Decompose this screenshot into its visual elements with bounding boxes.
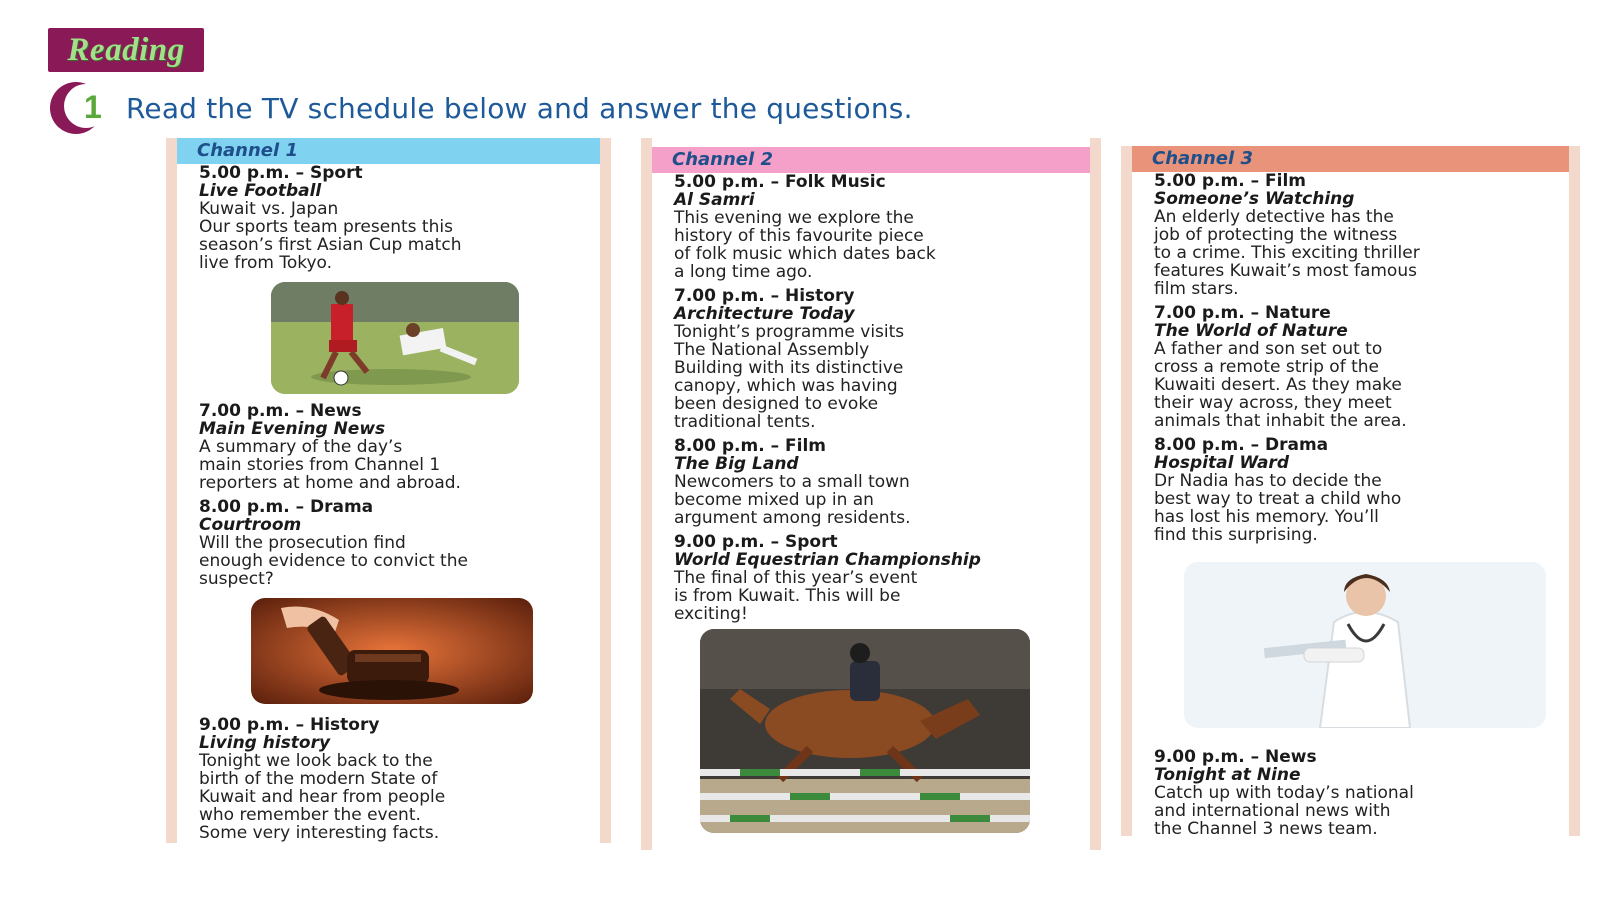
programme-description: A father and son set out to cross a remote strip of the Kuwaiti desert. As they make their way across, they meet animals that inhabit the area. <box>1154 339 1407 431</box>
programme <box>1154 748 1563 838</box>
programme <box>1154 172 1563 298</box>
programme-time: 5.00 p.m. – Folk Music <box>674 172 886 192</box>
programme-description: Dr Nadia has to decide the best way to treat a child who has lost his memory. You’ll find this surprising. <box>1154 471 1402 545</box>
programme-time: 8.00 p.m. – Drama <box>1154 435 1329 455</box>
programme-time: 5.00 p.m. – Film <box>1154 171 1306 191</box>
programme-title: Al Samri <box>674 190 755 210</box>
programme <box>1154 304 1563 430</box>
programme-description: Tonight we look back to the birth of the modern State of Kuwait and hear from people who remember the event. Some very interesting facts. <box>199 751 446 843</box>
programme-title: Living history <box>199 733 331 753</box>
programme-title: The Big Land <box>674 454 799 474</box>
programme-description: Will the prosecution find enough evidence to convict the suspect? <box>199 533 468 589</box>
programme-time: 8.00 p.m. – Drama <box>199 497 374 517</box>
programme-time: 7.00 p.m. – News <box>199 401 362 421</box>
programme <box>199 716 594 842</box>
programme-title: The World of Nature <box>1154 321 1348 341</box>
programme <box>674 173 1084 281</box>
programme <box>674 437 1084 527</box>
channel-3-header: Channel 3 <box>1132 146 1569 172</box>
reading-badge: Reading <box>48 28 204 72</box>
football-photo <box>271 282 519 394</box>
programme-description: Newcomers to a small town become mixed up in an argument among residents. <box>674 472 911 528</box>
programme-title: Courtroom <box>199 515 302 535</box>
programme <box>199 164 594 272</box>
programme <box>674 533 1084 623</box>
equestrian-photo <box>700 629 1030 833</box>
programme-title: Someone’s Watching <box>1154 189 1355 209</box>
gavel-photo <box>251 598 533 704</box>
programme-description: A summary of the day’s main stories from Channel 1 reporters at home and abroad. <box>199 437 461 493</box>
channel-3-column <box>1121 146 1580 839</box>
channel-2-header: Channel 2 <box>652 147 1090 173</box>
exercise-number-icon <box>46 80 110 136</box>
programme-title: Hospital Ward <box>1154 453 1289 473</box>
programme-time: 9.00 p.m. – History <box>199 715 380 735</box>
programme <box>674 287 1084 431</box>
programme <box>1154 436 1563 544</box>
instruction-text: Read the TV schedule below and answer the questions. <box>126 91 913 125</box>
programme-time: 7.00 p.m. – History <box>674 286 855 306</box>
programme-title: Live Football <box>199 181 322 201</box>
programme-description: The final of this year’s event is from Kuwait. This will be exciting! <box>674 568 918 624</box>
programme-time: 7.00 p.m. – Nature <box>1154 303 1331 323</box>
programme-description: Kuwait vs. Japan Our sports team presents this season’s first Asian Cup match live from Tokyo. <box>199 199 462 273</box>
channel-1-header: Channel 1 <box>177 138 600 164</box>
programme-time: 9.00 p.m. – News <box>1154 747 1317 767</box>
exercise-number: 1 <box>84 89 102 125</box>
programme-description: Tonight’s programme visits The National Assembly Building with its distinctive canopy, which was having been designed to evoke traditional tents. <box>674 322 905 432</box>
programme-time: 5.00 p.m. – Sport <box>199 163 363 183</box>
programme-time: 8.00 p.m. – Film <box>674 436 826 456</box>
programme-title: World Equestrian Championship <box>674 550 981 570</box>
programme-description: Catch up with today’s national and international news with the Channel 3 news team. <box>1154 783 1414 839</box>
programme <box>199 498 594 588</box>
channel-2-column <box>641 138 1101 850</box>
programme-title: Tonight at Nine <box>1154 765 1301 785</box>
programme-description: An elderly detective has the job of protecting the witness to a crime. This exciting thriller features Kuwait’s most famous film stars. <box>1154 207 1420 299</box>
programme-description: This evening we explore the history of this favourite piece of folk music which dates back a long time ago. <box>674 208 936 282</box>
instruction-row <box>46 80 913 136</box>
programme-time: 9.00 p.m. – Sport <box>674 532 838 552</box>
doctor-photo <box>1184 562 1546 728</box>
channel-1-column <box>166 138 611 843</box>
programme <box>199 402 594 492</box>
programme-title: Main Evening News <box>199 419 386 439</box>
programme-title: Architecture Today <box>674 304 855 324</box>
